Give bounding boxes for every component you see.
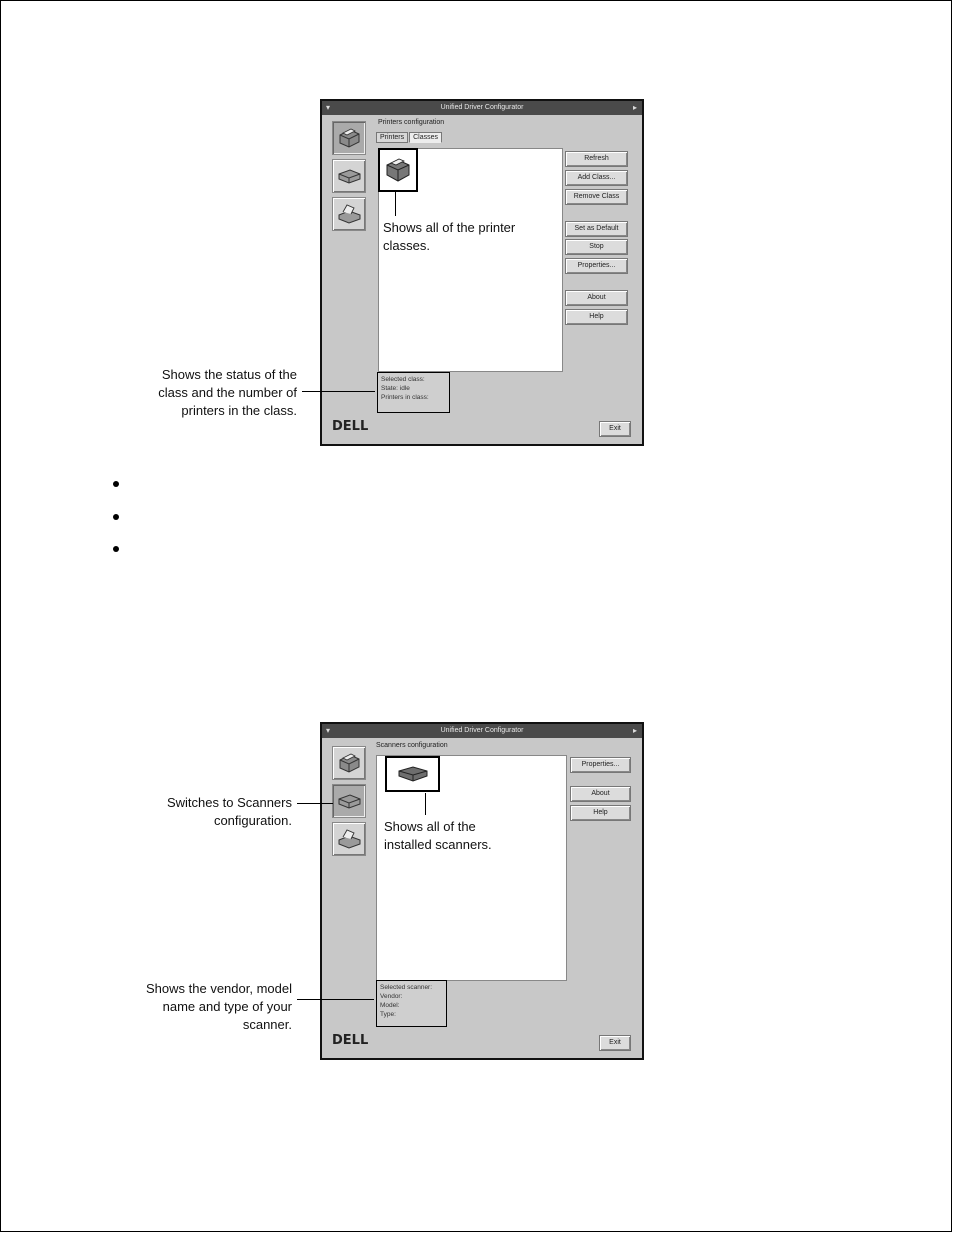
mfp-icon [336, 827, 362, 851]
exit-button[interactable]: Exit [599, 421, 631, 437]
bullet [113, 514, 119, 520]
tab-printers[interactable]: Printers [376, 132, 408, 143]
printer-icon [336, 126, 362, 150]
callout-line [395, 192, 396, 216]
set-default-button[interactable]: Set as Default [565, 221, 628, 237]
bullet [113, 546, 119, 552]
selected-class-label: Selected class: [381, 376, 425, 383]
title-bar[interactable] [322, 101, 642, 115]
scanner-item[interactable] [385, 756, 440, 792]
scanner-icon [336, 165, 362, 187]
tab-classes[interactable]: Classes [409, 132, 442, 143]
callout-text: classes. [383, 238, 430, 253]
window-menu-icon[interactable]: ▾ [326, 726, 331, 735]
scanner-config-dialog [320, 722, 644, 1060]
printer-icon [383, 155, 413, 185]
tab-bar [376, 132, 443, 143]
mfp-mode-button[interactable] [332, 822, 366, 856]
callout-text: installed scanners. [384, 837, 492, 852]
scanner-info-box [376, 980, 447, 1027]
state-label: State: idle [381, 385, 410, 392]
properties-button[interactable]: Properties... [570, 757, 631, 773]
window-close-icon[interactable]: ▸ [632, 726, 637, 735]
callout-text: scanner. [242, 1017, 292, 1032]
callout-text: Switches to Scanners [166, 795, 292, 810]
about-button[interactable]: About [565, 290, 628, 306]
add-class-button[interactable]: Add Class... [565, 170, 628, 186]
scanner-icon [396, 763, 430, 785]
scanners-mode-button[interactable] [332, 784, 366, 818]
scanner-info-callout [120, 980, 292, 1034]
window-title: Unified Driver Configurator [440, 104, 524, 111]
dell-logo: DELL [332, 419, 369, 434]
callout-text: Shows all of the printer [383, 220, 516, 235]
title-bar[interactable] [322, 724, 642, 738]
window-close-icon[interactable]: ▸ [632, 103, 637, 112]
callout-text: configuration. [213, 813, 292, 828]
selected-scanner-label: Selected scanner: [380, 984, 433, 991]
model-label: Model: [380, 1002, 400, 1009]
window-menu-icon[interactable]: ▾ [326, 103, 331, 112]
panel-title: Printers configuration [378, 119, 445, 126]
exit-button[interactable]: Exit [599, 1035, 631, 1051]
callout-text: class and the number of [158, 385, 297, 400]
installed-scanners-callout [384, 818, 492, 854]
printers-in-class-label: Printers in class: [381, 394, 429, 401]
printers-mode-button[interactable] [332, 746, 366, 780]
vendor-label: Vendor: [380, 993, 403, 1000]
callout-text: name and type of your [162, 999, 292, 1014]
callout-text: Shows all of the [384, 819, 476, 834]
properties-button[interactable]: Properties... [565, 258, 628, 274]
callout-line [302, 391, 375, 392]
stop-button[interactable]: Stop [565, 239, 628, 255]
class-status-box [377, 372, 450, 413]
refresh-button[interactable]: Refresh [565, 151, 628, 167]
panel-title: Scanners configuration [376, 742, 448, 749]
callout-line [297, 803, 333, 804]
mfp-icon [336, 202, 362, 226]
help-button[interactable]: Help [570, 805, 631, 821]
callout-text: Shows the status of the [161, 367, 297, 382]
class-item[interactable] [378, 148, 418, 192]
scanner-icon [336, 790, 362, 812]
help-button[interactable]: Help [565, 309, 628, 325]
callout-line [297, 999, 374, 1000]
about-button[interactable]: About [570, 786, 631, 802]
printer-classes-callout [383, 219, 515, 255]
class-status-callout [140, 366, 297, 420]
printer-icon [336, 751, 362, 775]
dell-logo: DELL [332, 1033, 369, 1048]
window-title: Unified Driver Configurator [440, 727, 524, 734]
printers-mode-button[interactable] [332, 121, 366, 155]
callout-text: printers in the class. [181, 403, 297, 418]
callout-line [425, 793, 426, 815]
remove-class-button[interactable]: Remove Class [565, 189, 628, 205]
switch-scanners-callout [140, 794, 292, 830]
scanners-mode-button[interactable] [332, 159, 366, 193]
mfp-mode-button[interactable] [332, 197, 366, 231]
callout-text: Shows the vendor, model [146, 981, 292, 996]
type-label: Type: [380, 1011, 396, 1018]
printer-classes-dialog [320, 99, 644, 446]
bullet [113, 481, 119, 487]
